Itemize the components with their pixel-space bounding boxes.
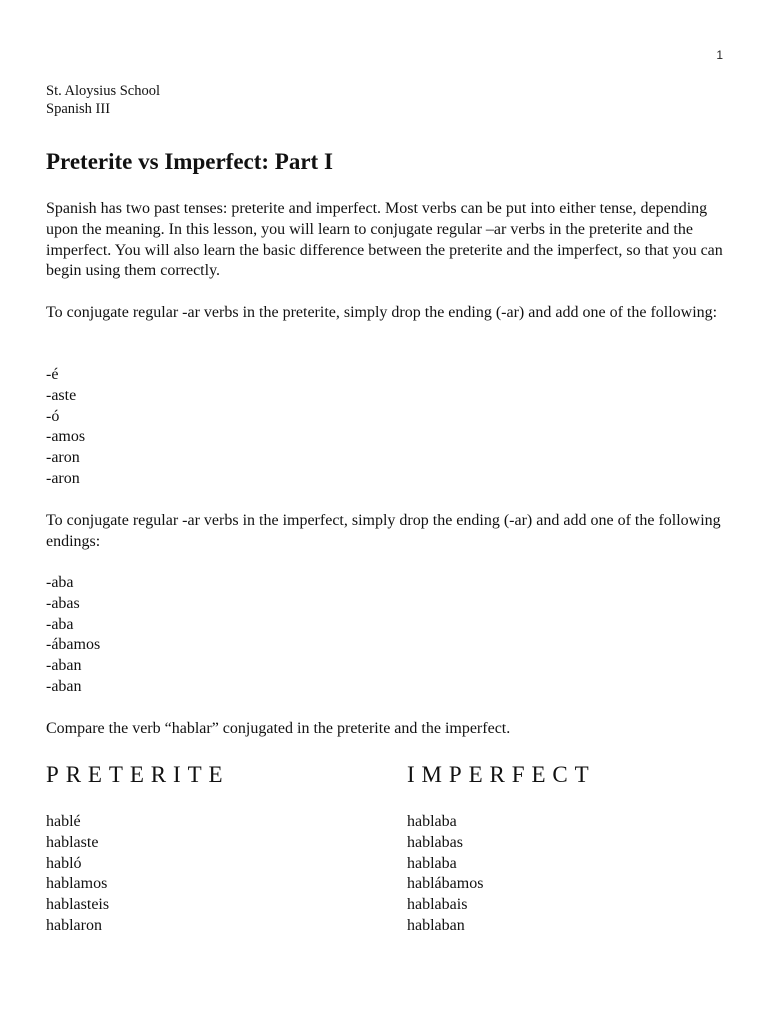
list-item: -aste bbox=[46, 386, 77, 404]
preterite-conjugation-list bbox=[46, 812, 109, 937]
comparison-intro: Compare the verb “hablar” conjugated in the preterite and the imperfect. bbox=[46, 720, 511, 737]
list-item: -aba bbox=[46, 615, 74, 633]
list-item: -aron bbox=[46, 449, 80, 467]
list-item: -amos bbox=[46, 428, 86, 446]
intro-paragraph: Spanish has two past tenses: preterite and imperfect. Most verbs can be put into either tense, depending upon the meaning. In this lesson, you will learn to conjugate regular –ar verbs in the preterite and the imperfect. You will also learn the basic difference between the preterite and the imperfect, so that you can begin using them correctly. bbox=[46, 200, 723, 280]
list-item: -aban bbox=[46, 657, 82, 675]
imperfect-heading: IMPERFECT bbox=[407, 762, 596, 787]
preterite-heading: PRETERITE bbox=[46, 762, 230, 787]
list-item: hablaban bbox=[407, 916, 465, 934]
list-item: hablaba bbox=[407, 813, 457, 830]
document-header bbox=[46, 82, 160, 118]
school-name: St. Aloysius School bbox=[46, 83, 161, 99]
lesson-title: Preterite vs Imperfect: Part I bbox=[46, 149, 333, 174]
list-item: -ábamos bbox=[46, 636, 101, 654]
list-item: hablabas bbox=[407, 833, 463, 851]
imperfect-conjugation-list bbox=[407, 812, 483, 937]
list-item: hablé bbox=[46, 813, 81, 830]
list-item: -abas bbox=[46, 594, 80, 612]
list-item: -aba bbox=[46, 574, 74, 591]
preterite-instructions: To conjugate regular -ar verbs in the preterite, simply drop the ending (-ar) and add one of the following: bbox=[46, 304, 718, 321]
preterite-endings-list bbox=[46, 365, 726, 490]
imperfect-endings-list bbox=[46, 573, 726, 698]
list-item: hablasteis bbox=[46, 896, 110, 914]
page-number: 1 bbox=[716, 48, 723, 62]
list-item: -aron bbox=[46, 469, 80, 487]
list-item: -aban bbox=[46, 677, 82, 695]
list-item: hablábamos bbox=[407, 875, 484, 893]
list-item: -é bbox=[46, 366, 59, 383]
list-item: habló bbox=[46, 854, 82, 872]
list-item: hablaron bbox=[46, 916, 102, 934]
imperfect-instructions: To conjugate regular -ar verbs in the imperfect, simply drop the ending (-ar) and add one of the following endings: bbox=[46, 512, 721, 550]
course-name: Spanish III bbox=[46, 101, 111, 117]
list-item: -ó bbox=[46, 407, 60, 425]
list-item: hablamos bbox=[46, 875, 108, 893]
list-item: hablabais bbox=[407, 896, 468, 914]
list-item: hablaba bbox=[407, 854, 457, 872]
list-item: hablaste bbox=[46, 833, 99, 851]
